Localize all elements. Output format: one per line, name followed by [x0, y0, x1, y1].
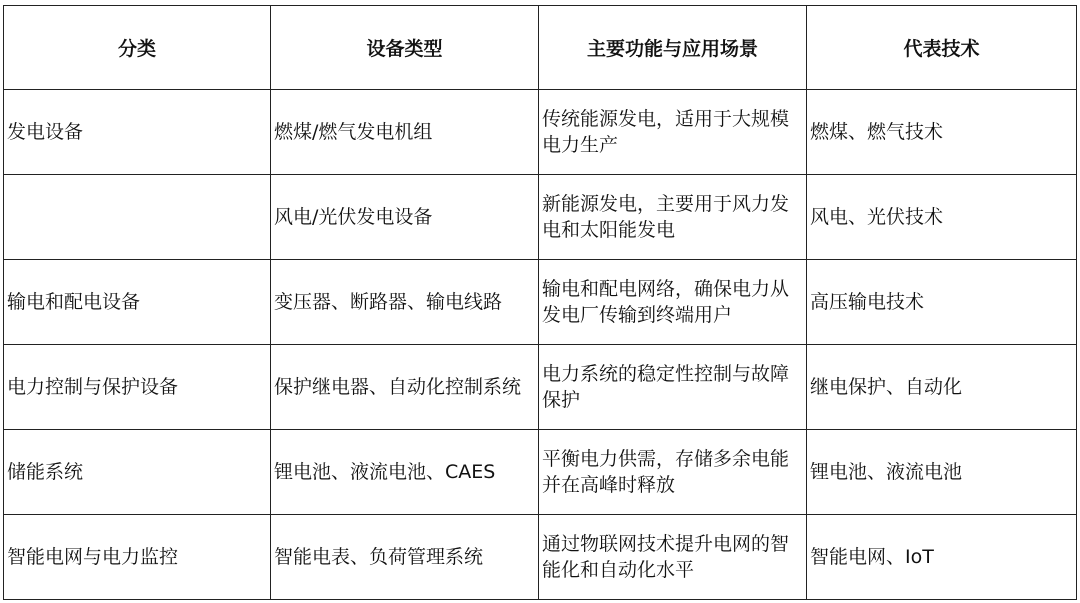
cell-equipment-type: 燃煤/燃气发电机组 — [271, 90, 539, 175]
header-representative-tech: 代表技术 — [807, 6, 1077, 90]
cell-equipment-type: 变压器、断路器、输电线路 — [271, 260, 539, 345]
table-row — [4, 430, 1077, 515]
table-row — [4, 90, 1077, 175]
cell-representative-tech: 继电保护、自动化 — [807, 345, 1077, 430]
cell-category: 智能电网与电力监控 — [4, 515, 271, 600]
cell-category: 储能系统 — [4, 430, 271, 515]
equipment-table — [3, 5, 1077, 600]
cell-category: 输电和配电设备 — [4, 260, 271, 345]
cell-function-scenario: 传统能源发电，适用于大规模电力生产 — [539, 90, 807, 175]
cell-function-scenario: 电力系统的稳定性控制与故障保护 — [539, 345, 807, 430]
cell-equipment-type: 保护继电器、自动化控制系统 — [271, 345, 539, 430]
cell-representative-tech: 燃煤、燃气技术 — [807, 90, 1077, 175]
cell-function-scenario: 通过物联网技术提升电网的智能化和自动化水平 — [539, 515, 807, 600]
cell-category: 发电设备 — [4, 90, 271, 175]
cell-equipment-type: 风电/光伏发电设备 — [271, 175, 539, 260]
table-row — [4, 260, 1077, 345]
header-function-scenario: 主要功能与应用场景 — [539, 6, 807, 90]
cell-equipment-type: 锂电池、液流电池、CAES — [271, 430, 539, 515]
cell-equipment-type: 智能电表、负荷管理系统 — [271, 515, 539, 600]
table-row — [4, 515, 1077, 600]
header-equipment-type: 设备类型 — [271, 6, 539, 90]
header-category: 分类 — [4, 6, 271, 90]
cell-representative-tech: 高压输电技术 — [807, 260, 1077, 345]
cell-category: 电力控制与保护设备 — [4, 345, 271, 430]
cell-function-scenario: 平衡电力供需，存储多余电能并在高峰时释放 — [539, 430, 807, 515]
cell-representative-tech: 风电、光伏技术 — [807, 175, 1077, 260]
table-row — [4, 345, 1077, 430]
table-header-row — [4, 6, 1077, 90]
cell-function-scenario: 输电和配电网络，确保电力从发电厂传输到终端用户 — [539, 260, 807, 345]
cell-representative-tech: 智能电网、IoT — [807, 515, 1077, 600]
cell-category — [4, 175, 271, 260]
table-row — [4, 175, 1077, 260]
cell-function-scenario: 新能源发电，主要用于风力发电和太阳能发电 — [539, 175, 807, 260]
cell-representative-tech: 锂电池、液流电池 — [807, 430, 1077, 515]
